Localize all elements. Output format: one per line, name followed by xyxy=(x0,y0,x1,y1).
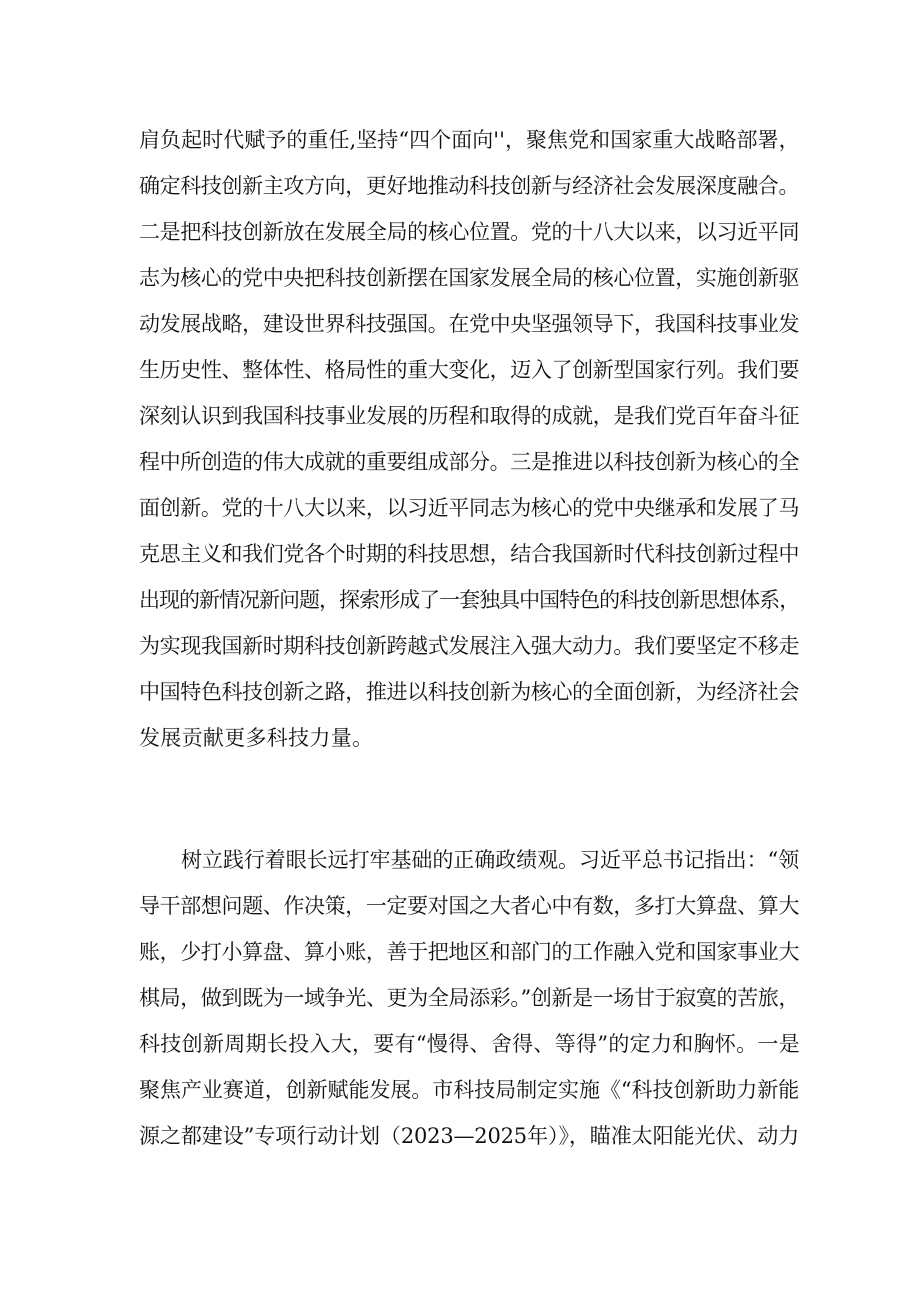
text-line: 发展贡献更多科技力量。 xyxy=(139,726,374,750)
text-line: 中国特色科技创新之路，推进以科技创新为核心的全面创新，为经济社会 xyxy=(139,680,799,704)
text-line: 肩负起时代赋予的重任,坚持“四个面向''，聚焦党和国家重大战略部署， xyxy=(139,128,800,152)
text-line: 树立践行着眼长远打牢基础的正确政绩观。习近平总书记指出：“领 xyxy=(181,848,799,872)
text-line: 为实现我国新时期科技创新跨越式发展注入强大动力。我们要坚定不移走 xyxy=(139,634,799,658)
text-line: 二是把科技创新放在发展全局的核心位置。党的十八大以来，以习近平同 xyxy=(139,220,799,244)
text-line: 志为核心的党中央把科技创新摆在国家发展全局的核心位置，实施创新驱 xyxy=(139,266,799,290)
text-line: 深刻认识到我国科技事业发展的历程和取得的成就，是我们党百年奋斗征 xyxy=(139,404,799,428)
text-line: 程中所创造的伟大成就的重要组成部分。三是推进以科技创新为核心的全 xyxy=(139,450,799,474)
text-line: 确定科技创新主攻方向，更好地推动科技创新与经济社会发展深度融合。 xyxy=(139,174,799,198)
text-line: 动发展战略，建设世界科技强国。在党中央坚强领导下，我国科技事业发 xyxy=(139,312,799,336)
text-line: 棋局，做到既为一域争光、更为全局添彩。”创新是一场甘于寂寞的苦旅， xyxy=(139,986,799,1010)
text-line: 账，少打小算盘、算小账，善于把地区和部门的工作融入党和国家事业大 xyxy=(139,940,799,964)
text-line: 聚焦产业赛道，创新赋能发展。市科技局制定实施《“科技创新助力新能 xyxy=(139,1078,799,1102)
text-line: 科技创新周期长投入大，要有“慢得、舍得、等得”的定力和胸怀。一是 xyxy=(139,1032,801,1056)
text-line: 导干部想问题、作决策，一定要对国之大者心中有数，多打大算盘、算大 xyxy=(139,894,799,918)
text-line: 出现的新情况新问题，探索形成了一套独具中国特色的科技创新思想体系， xyxy=(139,588,799,612)
text-line: 源之都建设”专项行动计划（2023—2025年）》，瞄准太阳能光伏、动力 xyxy=(139,1124,799,1148)
text-line: 生历史性、整体性、格局性的重大变化，迈入了创新型国家行列。我们要 xyxy=(139,358,799,382)
text-line: 克思主义和我们党各个时期的科技思想，结合我国新时代科技创新过程中 xyxy=(139,542,799,566)
text-line: 面创新。党的十八大以来，以习近平同志为核心的党中央继承和发展了马 xyxy=(139,496,799,520)
